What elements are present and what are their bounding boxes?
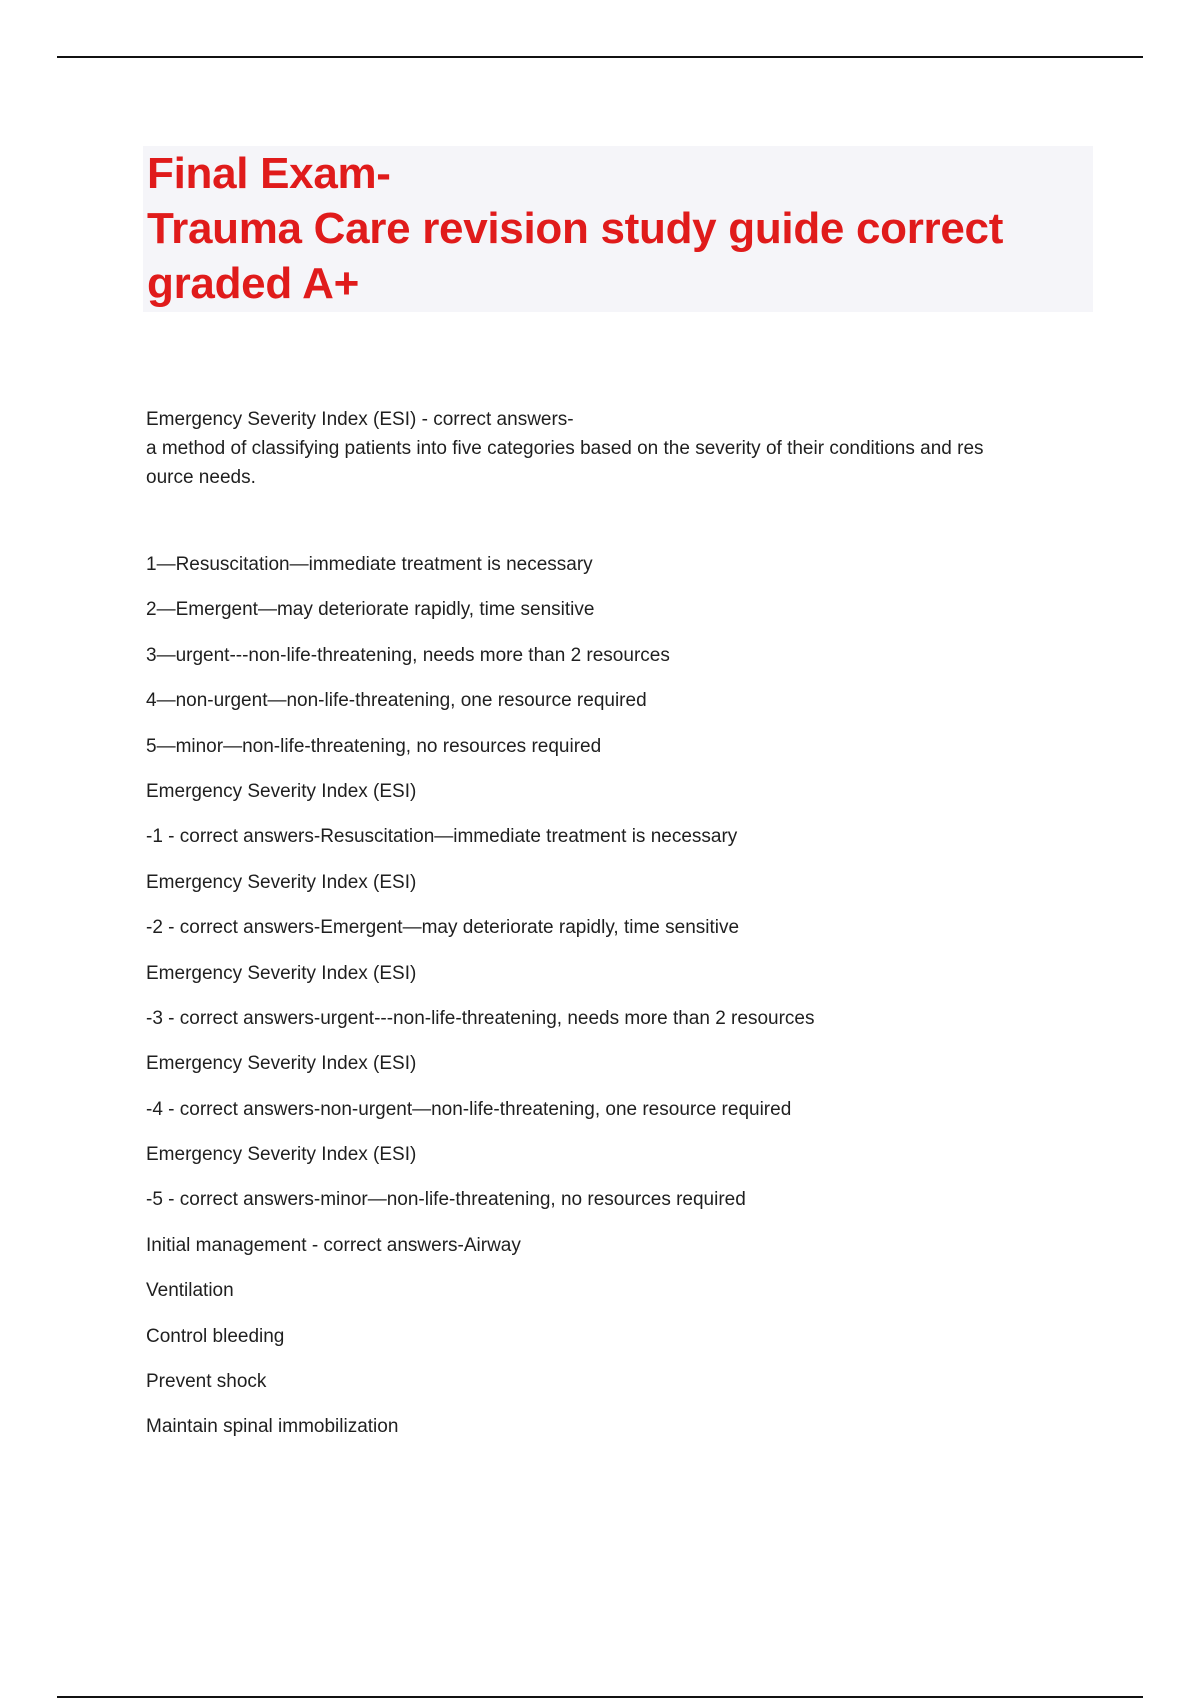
list-item: Ventilation bbox=[146, 1280, 234, 1302]
list-item: Emergency Severity Index (ESI) bbox=[146, 780, 417, 802]
title-line-2: Trauma Care revision study guide correct bbox=[147, 204, 1004, 253]
list-item: Initial management - correct answers-Airway bbox=[146, 1234, 521, 1256]
intro-heading: Emergency Severity Index (ESI) - correct answers- bbox=[146, 409, 574, 430]
title-line-1: Final Exam- bbox=[147, 149, 391, 198]
title-line-3: graded A+ bbox=[147, 259, 360, 308]
intro-body-line-2: ource needs. bbox=[146, 467, 256, 488]
intro-body-line-1: a method of classifying patients into five categories based on the severity of their conditions and res bbox=[146, 438, 984, 459]
list-item: -2 - correct answers-Emergent—may deteriorate rapidly, time sensitive bbox=[146, 917, 740, 939]
bottom-rule bbox=[57, 1696, 1143, 1698]
list-item: -4 - correct answers-non-urgent—non-life-threatening, one resource required bbox=[146, 1098, 792, 1120]
title-block bbox=[143, 146, 1093, 312]
list-item: 4—non-urgent—non-life-threatening, one resource required bbox=[146, 690, 647, 712]
list-item: Emergency Severity Index (ESI) bbox=[146, 1053, 417, 1075]
list-item: 1—Resuscitation—immediate treatment is necessary bbox=[146, 554, 593, 575]
list-item: Prevent shock bbox=[146, 1371, 267, 1393]
list-item: Control bleeding bbox=[146, 1325, 285, 1347]
list-item: 5—minor—non-life-threatening, no resources required bbox=[146, 735, 602, 757]
list-item: 2—Emergent—may deteriorate rapidly, time sensitive bbox=[146, 599, 595, 621]
top-rule bbox=[57, 56, 1143, 58]
intro-definition bbox=[146, 405, 1078, 492]
list-item: 3—urgent---non-life-threatening, needs more than 2 resources bbox=[146, 644, 670, 666]
list-item: -5 - correct answers-minor—non-life-threatening, no resources required bbox=[146, 1189, 746, 1211]
content-lines bbox=[146, 552, 1078, 1460]
list-item: Maintain spinal immobilization bbox=[146, 1416, 399, 1438]
list-item: -1 - correct answers-Resuscitation—immediate treatment is necessary bbox=[146, 826, 738, 848]
list-item: Emergency Severity Index (ESI) bbox=[146, 962, 417, 984]
list-item: Emergency Severity Index (ESI) bbox=[146, 871, 417, 893]
list-item: -3 - correct answers-urgent---non-life-threatening, needs more than 2 resources bbox=[146, 1007, 815, 1029]
list-item: Emergency Severity Index (ESI) bbox=[146, 1144, 417, 1166]
